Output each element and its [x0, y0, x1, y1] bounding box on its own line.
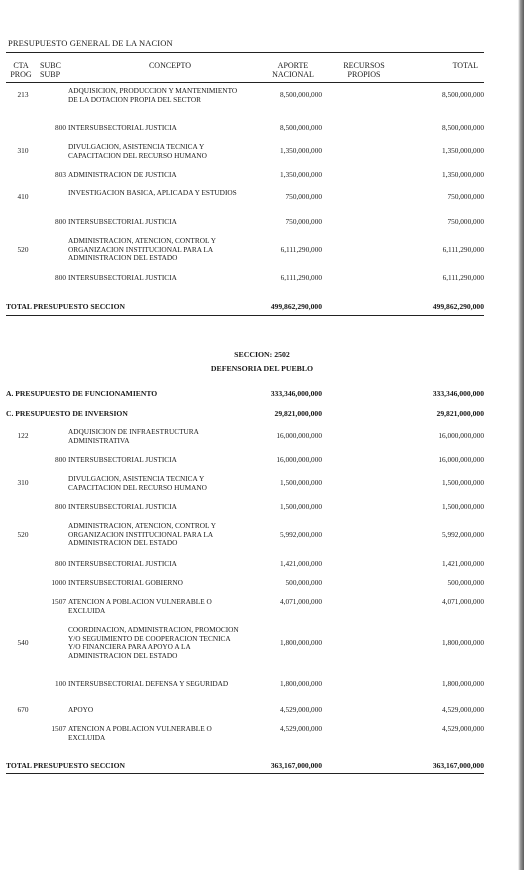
row-total: 6,111,290,000 [442, 244, 484, 254]
header-cta-line2: PROG [10, 70, 32, 79]
row-concept: ADMINISTRACION, ATENCION, CONTROL Y ORGANIZACION INSTITUCIONAL PARA LA ADMINISTRACION DEL ESTADO [68, 521, 216, 548]
total-seccion-a-total: 499,862,290,000 [432, 302, 484, 311]
row-aporte-nacional: 16,000,000,000 [276, 431, 322, 441]
row-total: 4,529,000,000 [442, 724, 484, 733]
row-aporte-nacional: 5,992,000,000 [280, 529, 322, 539]
row-total: 1,350,000,000 [442, 170, 484, 179]
row-total: 8,500,000,000 [442, 123, 484, 132]
total-seccion-b-aporte: 363,167,000,000 [270, 761, 322, 770]
row-aporte-nacional: 8,500,000,000 [280, 90, 322, 100]
row-total: 4,529,000,000 [442, 705, 484, 714]
row-concept: DIVULGACION, ASISTENCIA TECNICA Y CAPACITACION DEL RECURSO HUMANO [68, 142, 207, 160]
total-seccion-b-label: TOTAL PRESUPUESTO SECCION [6, 761, 126, 770]
row-total: 16,000,000,000 [438, 431, 484, 441]
row-subc-code: 100 [55, 679, 66, 688]
row-subc-code: 800 [55, 123, 66, 132]
header-subc-line1: SUBC [40, 61, 61, 70]
row-concept: DIVULGACION, ASISTENCIA TECNICA Y CAPACITACION DEL RECURSO HUMANO [68, 474, 207, 492]
row-total: 1,800,000,000 [442, 637, 484, 647]
row-concept: APOYO [68, 705, 94, 714]
row-total: 8,500,000,000 [442, 90, 484, 100]
header-subc-line2: SUBP [40, 70, 61, 79]
row-concept: INTERSUBSECTORIAL DEFENSA Y SEGURIDAD [68, 679, 229, 688]
row-subc-code: 800 [55, 455, 66, 464]
row-cta-code: 520 [17, 244, 29, 254]
funcionamiento-total: 333,346,000,000 [432, 389, 484, 398]
row-concept: INTERSUBSECTORIAL JUSTICIA [68, 123, 177, 132]
section-name: DEFENSORIA DEL PUEBLO [210, 364, 314, 373]
row-cta-code: 122 [17, 431, 29, 441]
inversion-total: 29,821,000,000 [436, 409, 484, 418]
row-concept: INTERSUBSECTORIAL JUSTICIA [68, 455, 177, 464]
header-recursos [330, 61, 398, 79]
header-cta-line1: CTA [13, 61, 29, 70]
header-top-rule [6, 52, 484, 53]
row-aporte-nacional: 6,111,290,000 [280, 273, 322, 282]
row-concept: ADMINISTRACION DE JUSTICIA [68, 170, 177, 179]
row-cta-code: 540 [17, 637, 29, 647]
header-aporte-line1: APORTE [277, 61, 309, 70]
row-concept: INTERSUBSECTORIAL JUSTICIA [68, 273, 177, 282]
section-code: SECCION: 2502 [234, 350, 290, 359]
row-cta-code: 670 [17, 705, 29, 714]
row-aporte-nacional: 6,111,290,000 [280, 244, 322, 254]
row-concept: INTERSUBSECTORIAL JUSTICIA [68, 217, 177, 226]
row-aporte-nacional: 4,529,000,000 [280, 705, 322, 714]
row-concept: INTERSUBSECTORIAL GOBIERNO [68, 578, 183, 587]
row-subc-code: 1507 [51, 724, 66, 733]
row-cta-code: 213 [17, 90, 29, 100]
inversion-aporte: 29,821,000,000 [274, 409, 322, 418]
row-aporte-nacional: 8,500,000,000 [280, 123, 322, 132]
row-total: 750,000,000 [447, 192, 484, 202]
row-aporte-nacional: 750,000,000 [285, 192, 322, 202]
row-subc-code: 800 [55, 273, 66, 282]
row-total: 4,071,000,000 [442, 597, 484, 606]
row-aporte-nacional: 1,350,000,000 [280, 146, 322, 156]
total-b-rule [6, 773, 484, 774]
row-subc-code: 800 [55, 559, 66, 568]
row-concept: INTERSUBSECTORIAL JUSTICIA [68, 502, 177, 511]
row-total: 1,500,000,000 [442, 478, 484, 488]
row-aporte-nacional: 1,421,000,000 [280, 559, 322, 568]
header-subc [40, 61, 70, 79]
row-aporte-nacional: 1,350,000,000 [280, 170, 322, 179]
row-total: 1,421,000,000 [442, 559, 484, 568]
header-aporte-line2: NACIONAL [272, 70, 314, 79]
row-cta-code: 310 [17, 146, 29, 156]
row-subc-code: 1000 [51, 578, 66, 587]
row-cta-code: 520 [17, 529, 29, 539]
row-subc-code: 803 [55, 170, 66, 179]
row-aporte-nacional: 1,500,000,000 [280, 478, 322, 488]
row-aporte-nacional: 1,800,000,000 [280, 637, 322, 647]
row-aporte-nacional: 1,800,000,000 [280, 679, 322, 688]
row-subc-code: 1507 [51, 597, 66, 606]
header-recursos-line2: PROPIOS [347, 70, 381, 79]
row-concept: ADQUISICION DE INFRAESTRUCTURA ADMINISTRATIVA [68, 427, 199, 445]
row-concept: INVESTIGACION BASICA, APLICADA Y ESTUDIOS [68, 188, 237, 197]
row-total: 1,800,000,000 [442, 679, 484, 688]
row-total: 1,500,000,000 [442, 502, 484, 511]
row-concept: INTERSUBSECTORIAL JUSTICIA [68, 559, 177, 568]
header-cta [6, 61, 36, 79]
header-total: TOTAL [452, 61, 478, 70]
scanned-page-edge [518, 0, 524, 870]
row-concept: ADMINISTRACION, ATENCION, CONTROL Y ORGANIZACION INSTITUCIONAL PARA LA ADMINISTRACION DEL ESTADO [68, 236, 216, 263]
row-total: 500,000,000 [447, 578, 484, 587]
row-total: 16,000,000,000 [438, 455, 484, 464]
row-concept: ADQUISICION, PRODUCCION Y MANTENIMIENTO DE LA DOTACION PROPIA DEL SECTOR [68, 86, 238, 104]
row-total: 6,111,290,000 [442, 273, 484, 282]
header-bottom-rule [6, 82, 484, 83]
row-aporte-nacional: 16,000,000,000 [276, 455, 322, 464]
row-total: 5,992,000,000 [442, 529, 484, 539]
funcionamiento-aporte: 333,346,000,000 [270, 389, 322, 398]
row-cta-code: 410 [17, 192, 29, 202]
row-concept: ATENCION A POBLACION VULNERABLE O EXCLUIDA [68, 724, 212, 742]
row-subc-code: 800 [55, 217, 66, 226]
row-aporte-nacional: 500,000,000 [285, 578, 322, 587]
total-seccion-b-total: 363,167,000,000 [432, 761, 484, 770]
inversion-label: C. PRESUPUESTO DE INVERSION [6, 409, 128, 418]
row-subc-code: 800 [55, 502, 66, 511]
header-recursos-line1: RECURSOS [343, 61, 385, 70]
funcionamiento-label: A. PRESUPUESTO DE FUNCIONAMIENTO [6, 389, 158, 398]
row-aporte-nacional: 1,500,000,000 [280, 502, 322, 511]
row-aporte-nacional: 750,000,000 [285, 217, 322, 226]
row-aporte-nacional: 4,529,000,000 [280, 724, 322, 733]
row-concept: ATENCION A POBLACION VULNERABLE O EXCLUIDA [68, 597, 212, 615]
row-total: 750,000,000 [447, 217, 484, 226]
row-concept: COORDINACION, ADMINISTRACION, PROMOCION Y/O SEGUIMIENTO DE COOPERACION TECNICA Y/O FINANCIERA PARA APOYO A LA ADMINISTRACION DEL ESTADO [68, 625, 239, 660]
row-cta-code: 310 [17, 478, 29, 488]
header-concepto: CONCEPTO [148, 61, 192, 70]
page-title: PRESUPUESTO GENERAL DE LA NACION [8, 38, 173, 48]
total-a-rule [6, 315, 484, 316]
row-total: 1,350,000,000 [442, 146, 484, 156]
header-aporte [258, 61, 328, 79]
total-seccion-a-label: TOTAL PRESUPUESTO SECCION [6, 302, 126, 311]
total-seccion-a-aporte: 499,862,290,000 [270, 302, 322, 311]
row-aporte-nacional: 4,071,000,000 [280, 597, 322, 606]
